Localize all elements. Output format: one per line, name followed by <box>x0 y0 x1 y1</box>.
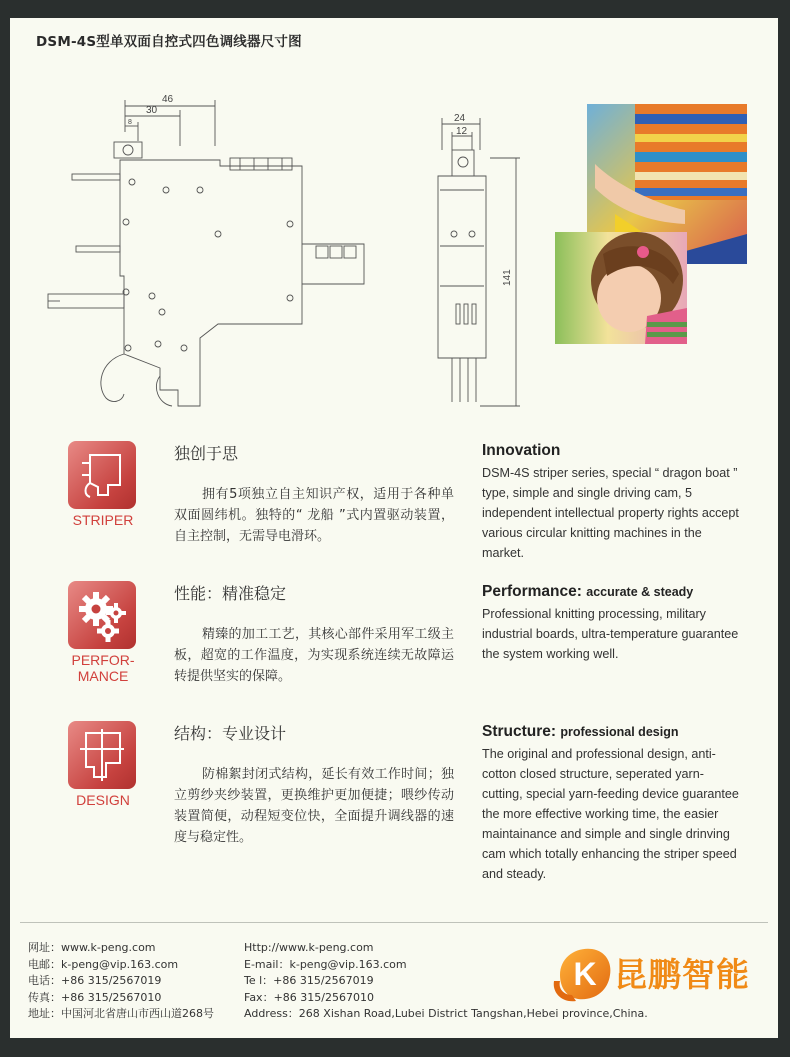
logo-letter: K <box>573 956 597 992</box>
footer-cn-tel: 电话：+86 315/2567019 <box>28 974 162 987</box>
gears-icon <box>68 581 136 649</box>
performance-en-title <box>482 583 693 601</box>
footer-cn-email: 电邮：k-peng@vip.163.com <box>28 957 179 971</box>
footer-cn-web: 网址：www.k-peng.com <box>28 941 156 954</box>
company-logo-text: 昆鹏智能 <box>614 955 750 994</box>
footer-divider <box>20 922 768 923</box>
brochure-page <box>10 18 778 1038</box>
footer-cn <box>28 940 214 1023</box>
structure-cn-title: 结构：专业设计 <box>174 724 287 743</box>
dim-24-label: 24 <box>454 113 466 124</box>
structure-cn-body: 防棉絮封闭式结构，延长有效工作时间；独立剪纱夹纱装置，更换维护更加便捷；喂纱传动装置简便，动程短变位快，全面提升调线器的速度与稳定性。 <box>174 767 454 845</box>
kpeng-logo-icon <box>550 941 614 1005</box>
design-icon <box>68 721 136 789</box>
footer-en-address: Address：268 Xishan Road,Lubei District Tangshan,Hebei province,China. <box>244 1007 648 1020</box>
dim-8-label: 8 <box>128 119 132 126</box>
innovation-cn-body: 拥有5项独立自主知识产权，适用于各种单双面圆纬机。独特的“ 龙船 ”式内置驱动装置，自主控制，无需导电滑环。 <box>174 487 454 544</box>
footer-cn-address: 地址：中国河北省唐山市西山道268号 <box>28 1007 214 1020</box>
dim-30-label: 30 <box>146 105 158 116</box>
structure-en-heading: Structure: <box>482 723 557 740</box>
footer-en-email: E-mail：k-peng@vip.163.com <box>244 957 407 971</box>
dimension-drawing <box>40 86 520 421</box>
design-label: DESIGN <box>76 792 130 808</box>
performance-en-subtitle: accurate & steady <box>586 585 694 599</box>
innovation-en-heading: Innovation <box>482 442 561 459</box>
performance-en-body: Professional knitting processing, military industrial boards, ultra-temperature guarantee the system working well. <box>482 607 739 661</box>
striper-icon <box>68 441 136 509</box>
striper-label: STRIPER <box>72 512 134 528</box>
footer-en-web: Http://www.k-peng.com <box>244 941 374 954</box>
footer-en-fax: Fax：+86 315/2567010 <box>244 990 374 1004</box>
performance-cn-body: 精臻的加工工艺，其核心部件采用军工级主板，超宽的工作温度，为实现系统连续无故障运转提供坚实的保障。 <box>174 627 454 684</box>
footer-en-tel: Te l：+86 315/2567019 <box>244 974 374 987</box>
page-title: DSM-4S型单双面自控式四色调线器尺寸图 <box>36 34 302 50</box>
innovation-en-body: DSM-4S striper series, special “ dragon boat ” type, simple and single driving cam, 5 independent intellectual property rights accept various circular knitting machines in the market. <box>482 466 739 560</box>
structure-en-subtitle: professional design <box>560 725 679 739</box>
performance-cn-title: 性能：精准稳定 <box>174 584 287 603</box>
innovation-en-title <box>482 442 560 460</box>
performance-label: PERFOR- MANCE <box>71 652 135 684</box>
footer-cn-fax: 传真：+86 315/2567010 <box>28 990 162 1004</box>
dim-46-label: 46 <box>162 94 174 105</box>
structure-en-title <box>482 723 678 741</box>
dim-141-label: 141 <box>502 269 513 286</box>
dim-12-label: 12 <box>456 126 468 137</box>
performance-en-heading: Performance: <box>482 583 582 600</box>
children-photo <box>555 104 747 344</box>
structure-en-body: The original and professional design, anti-cotton closed structure, seperated yarn-cutting, special yarn-feeding device guarantee the more effective working time, the easier maintainance and simple and single drinving cam which totally enhancing the striper speed and steady. <box>482 747 739 881</box>
innovation-cn-title: 独创于思 <box>174 444 239 463</box>
